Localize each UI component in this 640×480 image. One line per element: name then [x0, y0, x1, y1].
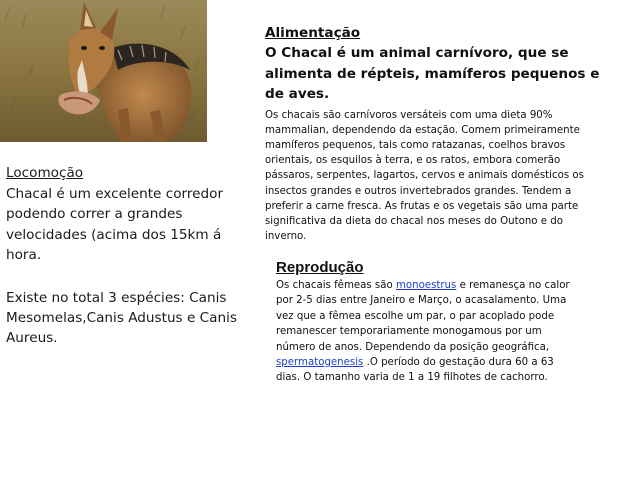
especies-section: [6, 288, 242, 348]
reproducao-section: [276, 259, 572, 386]
reproducao-text-2: e remanesça no calor por 2-5 dias entre Janeiro e Março, o acasalamento. Uma vez que a fêmea escolhe um par, o par acoplado pode remanescer temporariamente monogamous por um número de anos. Dependendo da posição geográfica,: [276, 280, 570, 353]
monoestrus-link[interactable]: monoestrus: [395, 280, 457, 291]
alimentacao-title: Alimentação: [265, 25, 361, 41]
alimentacao-body: Os chacais são carnívoros versáteis com uma dieta 90% mammalian, dependendo da estação. Comem primeiramente mamíferos pequenos, tais como ratazanas, coelhos bravos orientais, os esquilos à terra, e os ratos, embora comerão pássaros, serpentes, lagartos, cervos e animais domésticos os insectos grandes e outros invertebrados grandes. Tendem a preferir a carne fresca. As frutas e os vegetais são uma parte significativa da dieta do chacal nos meses do Outono e do inverno.: [265, 109, 584, 243]
alimentacao-section: [265, 24, 610, 244]
locomocao-title: Locomoção: [6, 165, 84, 181]
reproducao-text-3: .O período do gestação dura 60 a 63 dias. O tamanho varia de 1 a 19 filhotes de cachorro.: [276, 357, 554, 384]
alimentacao-lead: O Chacal é um animal carnívoro, que se alimenta de répteis, mamíferos pequenos e de aves.: [265, 45, 600, 102]
reproducao-body: [276, 278, 572, 386]
reproducao-text-1: Os chacais fêmeas são: [276, 280, 396, 291]
locomocao-section: [6, 163, 242, 266]
reproducao-title: Reprodução: [276, 259, 364, 276]
spermatogenesis-link[interactable]: spermatogenesis: [276, 357, 364, 369]
jackal-photo: [0, 0, 207, 142]
locomocao-text: Chacal é um excelente corredor podendo correr a grandes velocidades (acima dos 15km á hora.: [6, 185, 224, 263]
especies-text: Existe no total 3 espécies: Canis Mesomelas,Canis Adustus e Canis Aureus.: [6, 290, 237, 346]
jackal-illustration: [0, 0, 207, 142]
